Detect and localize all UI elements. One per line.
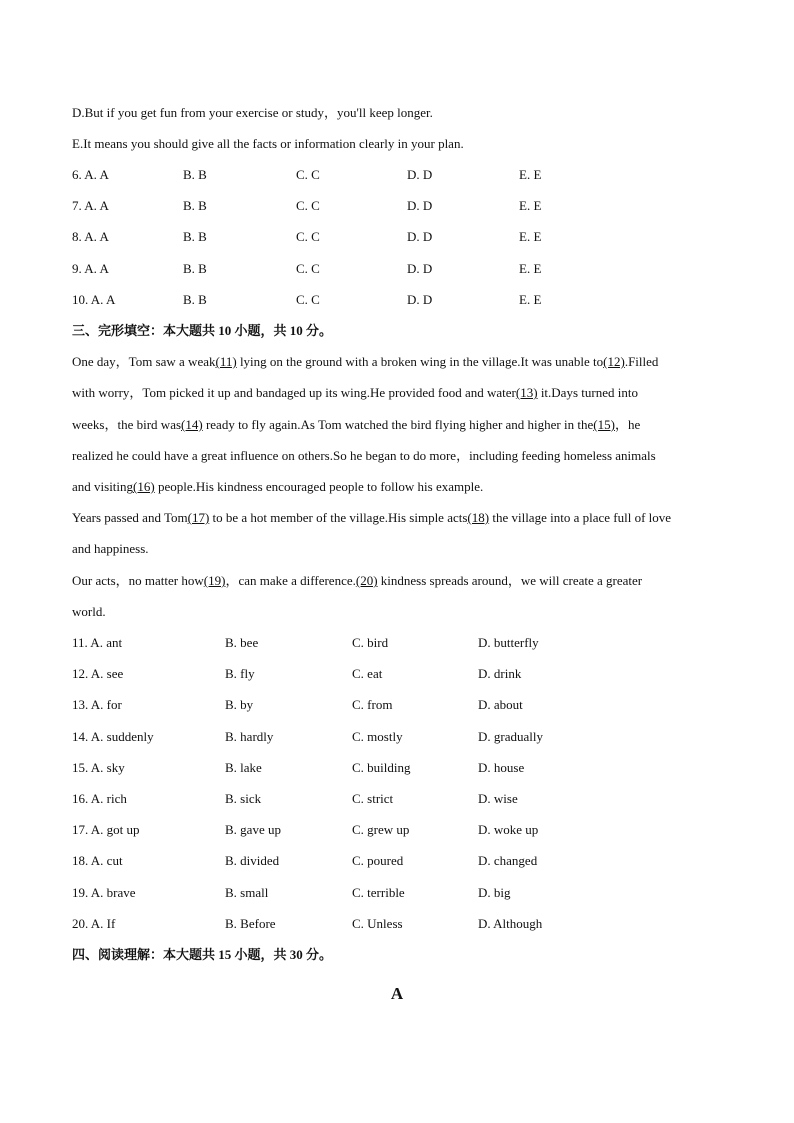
section-heading: 四、阅读理解：本大题共 15 小题，共 30 分。 xyxy=(72,947,333,962)
blank-20: (20) xyxy=(355,573,378,588)
option-d-text: D.But if you get fun from your exercise or study，you'll keep longer. xyxy=(72,105,433,120)
choice-c: C. C xyxy=(296,261,320,276)
choice-c: C. building xyxy=(352,760,411,775)
choice-c: C. C xyxy=(296,198,320,213)
blank-14: (14) xyxy=(181,417,203,432)
choice-c: C. from xyxy=(352,697,393,712)
passage-line: world. xyxy=(72,604,106,619)
choice-b: B. gave up xyxy=(225,822,281,837)
option-e-text: E.It means you should give all the facts or information clearly in your plan. xyxy=(72,136,464,151)
choice-a: 7. A. A xyxy=(72,198,109,213)
passage-text: the village into a place full of love xyxy=(489,510,672,525)
choice-a: 17. A. got up xyxy=(72,822,140,837)
blank-16: (16) xyxy=(133,479,155,494)
choice-a: 8. A. A xyxy=(72,229,109,244)
choice-e: E. E xyxy=(519,261,542,276)
choice-a: 15. A. sky xyxy=(72,760,125,775)
passage-text: ，he xyxy=(614,417,641,432)
blank-12: (12) xyxy=(603,354,625,369)
passage-text: lying on the ground with a broken wing in the village.It was unable to xyxy=(236,354,604,369)
choice-a: 11. A. ant xyxy=(72,635,123,650)
choice-b: B. lake xyxy=(225,760,262,775)
choice-e: E. E xyxy=(519,292,542,307)
choice-e: E. E xyxy=(519,198,542,213)
passage-line xyxy=(72,417,640,433)
choice-b: B. sick xyxy=(225,791,262,806)
choice-a: 10. A. A xyxy=(72,292,116,307)
choice-d: D. D xyxy=(407,229,433,244)
part-label: A xyxy=(390,984,404,1003)
choice-d: D. D xyxy=(407,292,433,307)
choice-c: C. mostly xyxy=(352,729,403,744)
choice-d: D. gradually xyxy=(478,729,543,744)
choice-c: C. grew up xyxy=(352,822,410,837)
choice-a: 6. A. A xyxy=(72,167,109,182)
choice-a: 14. A. suddenly xyxy=(72,729,154,744)
passage-text: and visiting xyxy=(72,479,134,494)
choice-d: D. D xyxy=(407,198,433,213)
choice-d: D. changed xyxy=(478,853,538,868)
passage-text: .Filled xyxy=(624,354,659,369)
choice-b: B. B xyxy=(183,198,207,213)
choice-b: B. B xyxy=(183,261,207,276)
choice-a: 18. A. cut xyxy=(72,853,123,868)
passage-line: and happiness. xyxy=(72,541,149,556)
blank-17: (17) xyxy=(187,510,210,525)
choice-c: C. strict xyxy=(352,791,394,806)
passage-line xyxy=(72,354,658,370)
blank-19: (19) xyxy=(203,573,226,588)
choice-a: 16. A. rich xyxy=(72,791,127,806)
choice-b: B. bee xyxy=(225,635,259,650)
choice-d: D. D xyxy=(407,261,433,276)
passage-text: people.His kindness encouraged people to follow his example. xyxy=(154,479,484,494)
choice-b: B. by xyxy=(225,697,254,712)
blank-15: (15) xyxy=(593,417,615,432)
choice-b: B. divided xyxy=(225,853,280,868)
passage-text: One day，Tom saw a weak xyxy=(72,354,216,369)
choice-a: 13. A. for xyxy=(72,697,122,712)
choice-c: C. poured xyxy=(352,853,404,868)
choice-b: B. hardly xyxy=(225,729,274,744)
choice-e: E. E xyxy=(519,229,542,244)
blank-13: (13) xyxy=(515,385,538,400)
choice-c: C. C xyxy=(296,229,320,244)
choice-d: D. butterfly xyxy=(478,635,539,650)
choice-a: 9. A. A xyxy=(72,261,109,276)
passage-text: to be a hot member of the village.His simple acts xyxy=(209,510,468,525)
choice-d: D. drink xyxy=(478,666,522,681)
choice-d: D. big xyxy=(478,885,511,900)
choice-b: B. B xyxy=(183,167,207,182)
choice-c: C. bird xyxy=(352,635,389,650)
choice-a: 12. A. see xyxy=(72,666,124,681)
passage-line xyxy=(72,573,642,589)
choice-d: D. wise xyxy=(478,791,518,806)
section-heading: 三、完形填空：本大题共 10 小题，共 10 分。 xyxy=(72,323,333,338)
passage-text: kindness spreads around，we will create a greater xyxy=(377,573,643,588)
choice-c: C. terrible xyxy=(352,885,405,900)
choice-c: C. eat xyxy=(352,666,383,681)
choice-d: D. Although xyxy=(478,916,543,931)
choice-e: E. E xyxy=(519,167,542,182)
passage-text: it.Days turned into xyxy=(537,385,638,400)
choice-d: D. about xyxy=(478,697,523,712)
passage-text: Years passed and Tom xyxy=(72,510,188,525)
passage-text: ready to fly again.As Tom watched the bird flying higher and higher in the xyxy=(202,417,594,432)
blank-11: (11) xyxy=(215,354,237,369)
passage-text: ，can make a difference. xyxy=(225,573,356,588)
choice-b: B. fly xyxy=(225,666,255,681)
choice-a: 20. A. If xyxy=(72,916,116,931)
passage-line xyxy=(72,385,638,401)
passage-line xyxy=(72,479,483,495)
choice-d: D. D xyxy=(407,167,433,182)
choice-b: B. B xyxy=(183,229,207,244)
choice-d: D. woke up xyxy=(478,822,539,837)
choice-d: D. house xyxy=(478,760,525,775)
choice-a: 19. A. brave xyxy=(72,885,136,900)
blank-18: (18) xyxy=(467,510,490,525)
choice-c: C. C xyxy=(296,167,320,182)
choice-c: C. C xyxy=(296,292,320,307)
passage-text: with worry，Tom picked it up and bandaged up its wing.He provided food and water xyxy=(72,385,516,400)
passage-line: realized he could have a great influence on others.So he began to do more，including feeding homeless animals xyxy=(72,448,656,463)
choice-c: C. Unless xyxy=(352,916,403,931)
choice-b: B. Before xyxy=(225,916,276,931)
choice-b: B. B xyxy=(183,292,207,307)
choice-b: B. small xyxy=(225,885,269,900)
passage-text: Our acts，no matter how xyxy=(72,573,204,588)
passage-text: weeks，the bird was xyxy=(72,417,182,432)
passage-line xyxy=(72,510,671,526)
